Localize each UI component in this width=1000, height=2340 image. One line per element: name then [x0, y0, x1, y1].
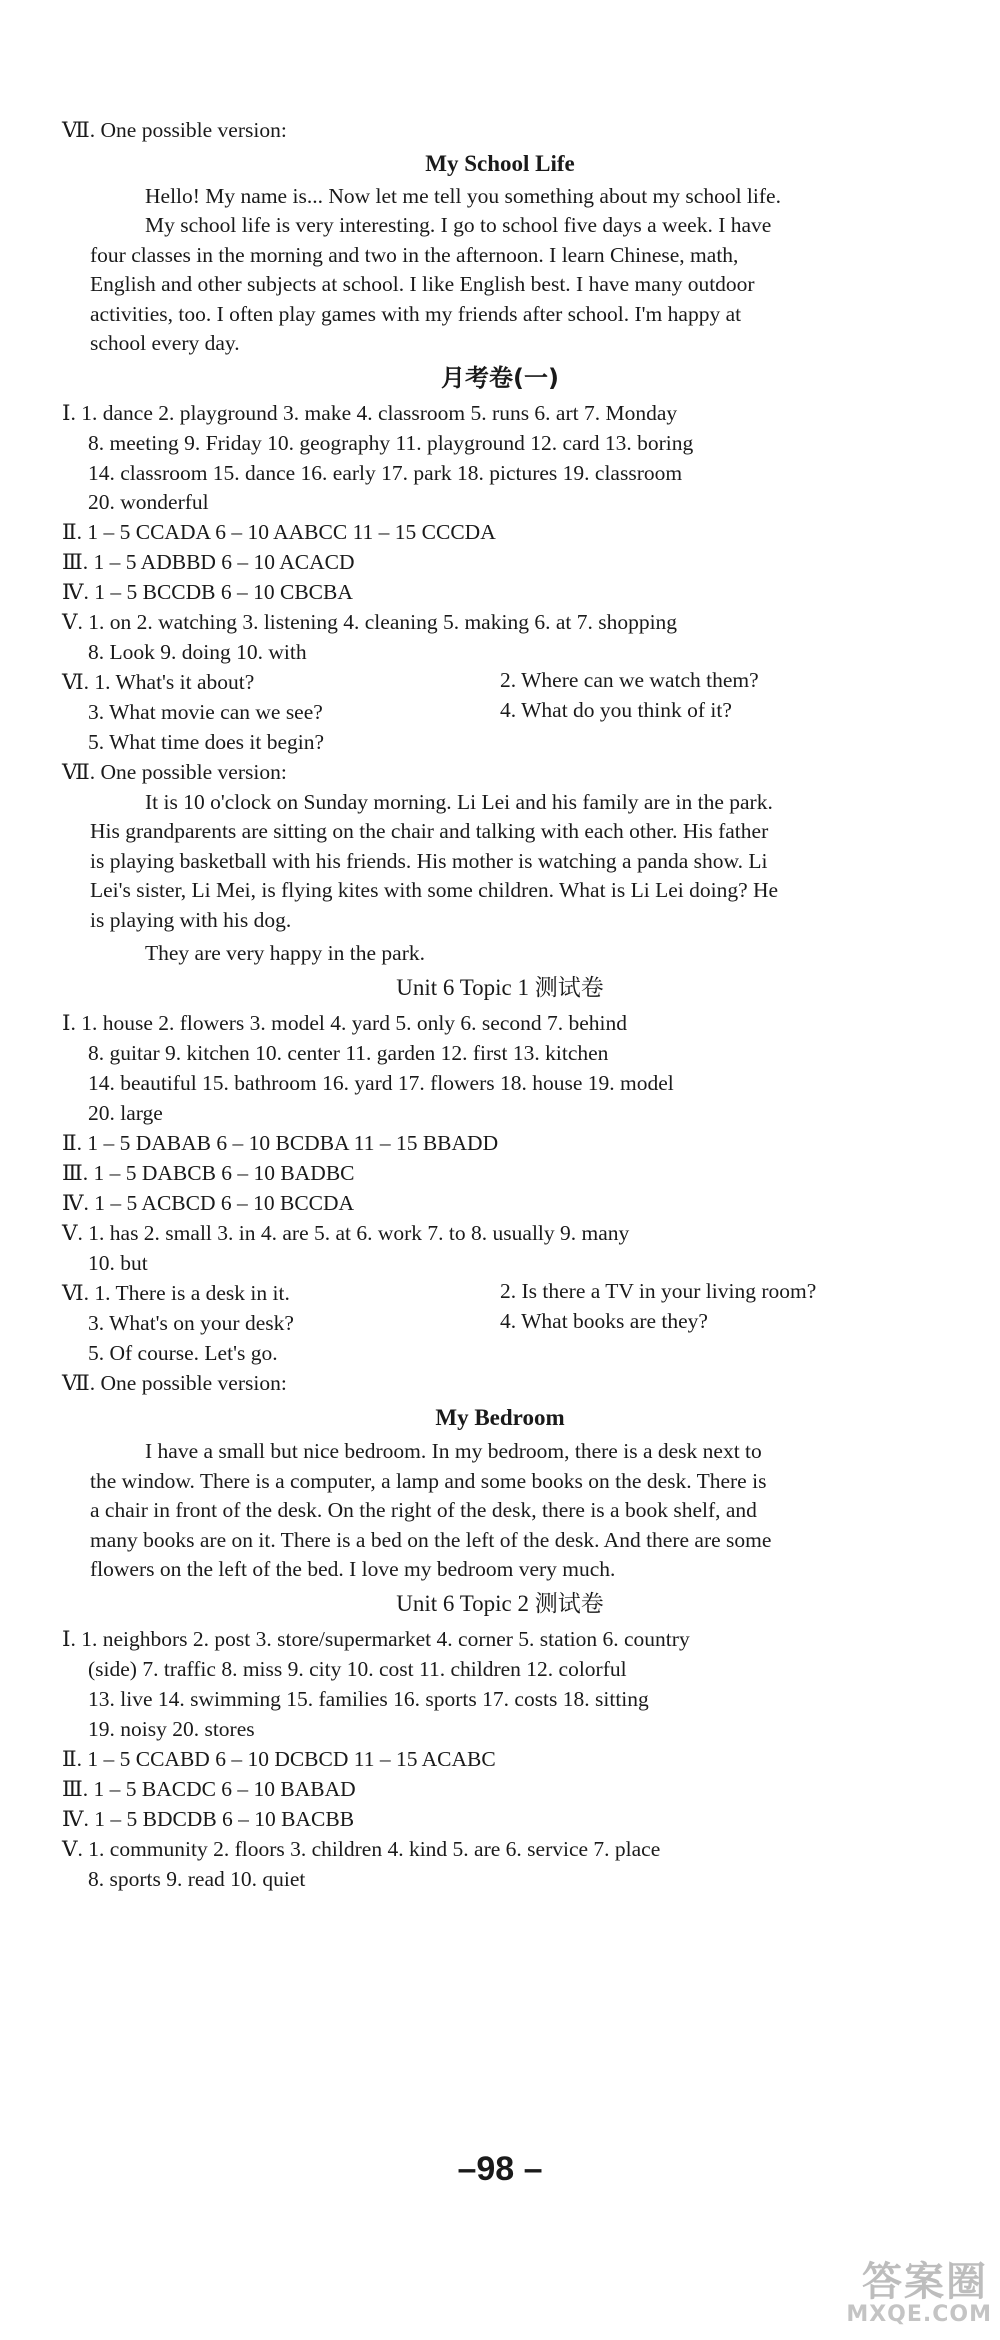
answer-line: 3. What movie can we see? [88, 700, 323, 724]
essay-title: My Bedroom [435, 1405, 565, 1430]
answer-line: Ⅲ. 1 – 5 ADBBD 6 – 10 ACACD [62, 550, 355, 574]
answer-line: Ⅱ. 1 – 5 DABAB 6 – 10 BCDBA 11 – 15 BBADD [62, 1131, 499, 1155]
answer-line: Ⅳ. 1 – 5 BCCDB 6 – 10 CBCBA [62, 580, 353, 604]
answer-line: 8. Look 9. doing 10. with [88, 640, 307, 664]
answer-line: Ⅰ. 1. dance 2. playground 3. make 4. classroom 5. runs 6. art 7. Monday [62, 401, 678, 425]
answer-line: 2. Where can we watch them? [500, 668, 759, 692]
essay-line: the window. There is a computer, a lamp and some books on the desk. There is [90, 1469, 767, 1493]
answer-line: 5. What time does it begin? [88, 730, 325, 754]
answer-line: Ⅴ. 1. on 2. watching 3. listening 4. cleaning 5. making 6. at 7. shopping [62, 610, 678, 634]
essay-line: is playing basketball with his friends. His mother is watching a panda show. Li [90, 849, 768, 873]
answer-line: Ⅳ. 1 – 5 ACBCD 6 – 10 BCCDA [62, 1191, 355, 1215]
answer-line: Ⅳ. 1 – 5 BDCDB 6 – 10 BACBB [62, 1807, 355, 1831]
essay-line: His grandparents are sitting on the chair and talking with each other. His father [90, 819, 769, 843]
answer-line: Ⅵ. 1. There is a desk in it. [62, 1281, 290, 1305]
essay-line: many books are on it. There is a bed on the left of the desk. And there are some [90, 1528, 772, 1552]
section-heading: Ⅶ. One possible version: [62, 760, 287, 784]
answer-line: 8. sports 9. read 10. quiet [88, 1867, 306, 1891]
answer-line: (side) 7. traffic 8. miss 9. city 10. cost 11. children 12. colorful [88, 1657, 627, 1681]
watermark-url: MXQE.COM [846, 2302, 992, 2327]
essay-title: My School Life [425, 151, 575, 176]
answer-line: Ⅴ. 1. community 2. floors 3. children 4. kind 5. are 6. service 7. place [62, 1837, 661, 1861]
answer-line: 20. large [88, 1101, 163, 1125]
answer-line: 8. meeting 9. Friday 10. geography 11. playground 12. card 13. boring [88, 431, 694, 455]
answer-line: Ⅴ. 1. has 2. small 3. in 4. are 5. at 6. work 7. to 8. usually 9. many [62, 1221, 630, 1245]
answer-line: Ⅵ. 1. What's it about? [62, 670, 255, 694]
essay-line: a chair in front of the desk. On the right of the desk, there is a book shelf, and [90, 1498, 757, 1522]
essay-line: activities, too. I often play games with my friends after school. I'm happy at [90, 302, 742, 326]
essay-line: flowers on the left of the bed. I love my bedroom very much. [90, 1557, 616, 1581]
section-heading: Ⅶ. One possible version: [62, 118, 287, 142]
essay-line: school every day. [90, 331, 240, 355]
essay-line: My school life is very interesting. I go to school five days a week. I have [145, 213, 772, 237]
page-number: –98 – [457, 2150, 543, 2188]
essay-line: Lei's sister, Li Mei, is flying kites with some children. What is Li Lei doing? He [90, 878, 779, 902]
unit-title: Unit 6 Topic 1 测试卷 [396, 975, 604, 1000]
answer-line: Ⅲ. 1 – 5 DABCB 6 – 10 BADBC [62, 1161, 355, 1185]
answer-line: 5. Of course. Let's go. [88, 1341, 278, 1365]
essay-line: is playing with his dog. [90, 908, 292, 932]
answer-line: Ⅱ. 1 – 5 CCABD 6 – 10 DCBCD 11 – 15 ACABC [62, 1747, 496, 1771]
answer-line: 19. noisy 20. stores [88, 1717, 255, 1741]
section-heading: Ⅶ. One possible version: [62, 1371, 287, 1395]
answer-line: Ⅱ. 1 – 5 CCADA 6 – 10 AABCC 11 – 15 CCCDA [62, 520, 496, 544]
watermark-logo: 答案圈 [862, 2259, 988, 2305]
answer-line: 14. beautiful 15. bathroom 16. yard 17. flowers 18. house 19. model [88, 1071, 674, 1095]
unit-title: Unit 6 Topic 2 测试卷 [396, 1591, 604, 1616]
answer-line: 13. live 14. swimming 15. families 16. sports 17. costs 18. sitting [88, 1687, 649, 1711]
answer-line: 2. Is there a TV in your living room? [500, 1279, 817, 1303]
essay-line: It is 10 o'clock on Sunday morning. Li Lei and his family are in the park. [145, 790, 773, 814]
answer-line: 4. What do you think of it? [500, 698, 732, 722]
answer-line: Ⅲ. 1 – 5 BACDC 6 – 10 BABAD [62, 1777, 356, 1801]
essay-line: They are very happy in the park. [145, 941, 425, 965]
answer-line: 8. guitar 9. kitchen 10. center 11. garden 12. first 13. kitchen [88, 1041, 609, 1065]
answer-line: 4. What books are they? [500, 1309, 708, 1333]
answer-line: Ⅰ. 1. neighbors 2. post 3. store/supermarket 4. corner 5. station 6. country [62, 1627, 690, 1651]
answer-line: 14. classroom 15. dance 16. early 17. park 18. pictures 19. classroom [88, 461, 683, 485]
watermark [840, 2250, 1000, 2340]
answer-line: 3. What's on your desk? [88, 1311, 294, 1335]
essay-line: English and other subjects at school. I like English best. I have many outdoor [90, 272, 755, 296]
test-title: 月考卷(一) [441, 364, 559, 392]
answer-line: 10. but [88, 1251, 148, 1275]
essay-line: I have a small but nice bedroom. In my bedroom, there is a desk next to [145, 1439, 762, 1463]
essay-line: Hello! My name is... Now let me tell you something about my school life. [145, 184, 781, 208]
answer-line: Ⅰ. 1. house 2. flowers 3. model 4. yard 5. only 6. second 7. behind [62, 1011, 628, 1035]
essay-line: four classes in the morning and two in the afternoon. I learn Chinese, math, [90, 243, 739, 267]
answer-line: 20. wonderful [88, 490, 209, 514]
